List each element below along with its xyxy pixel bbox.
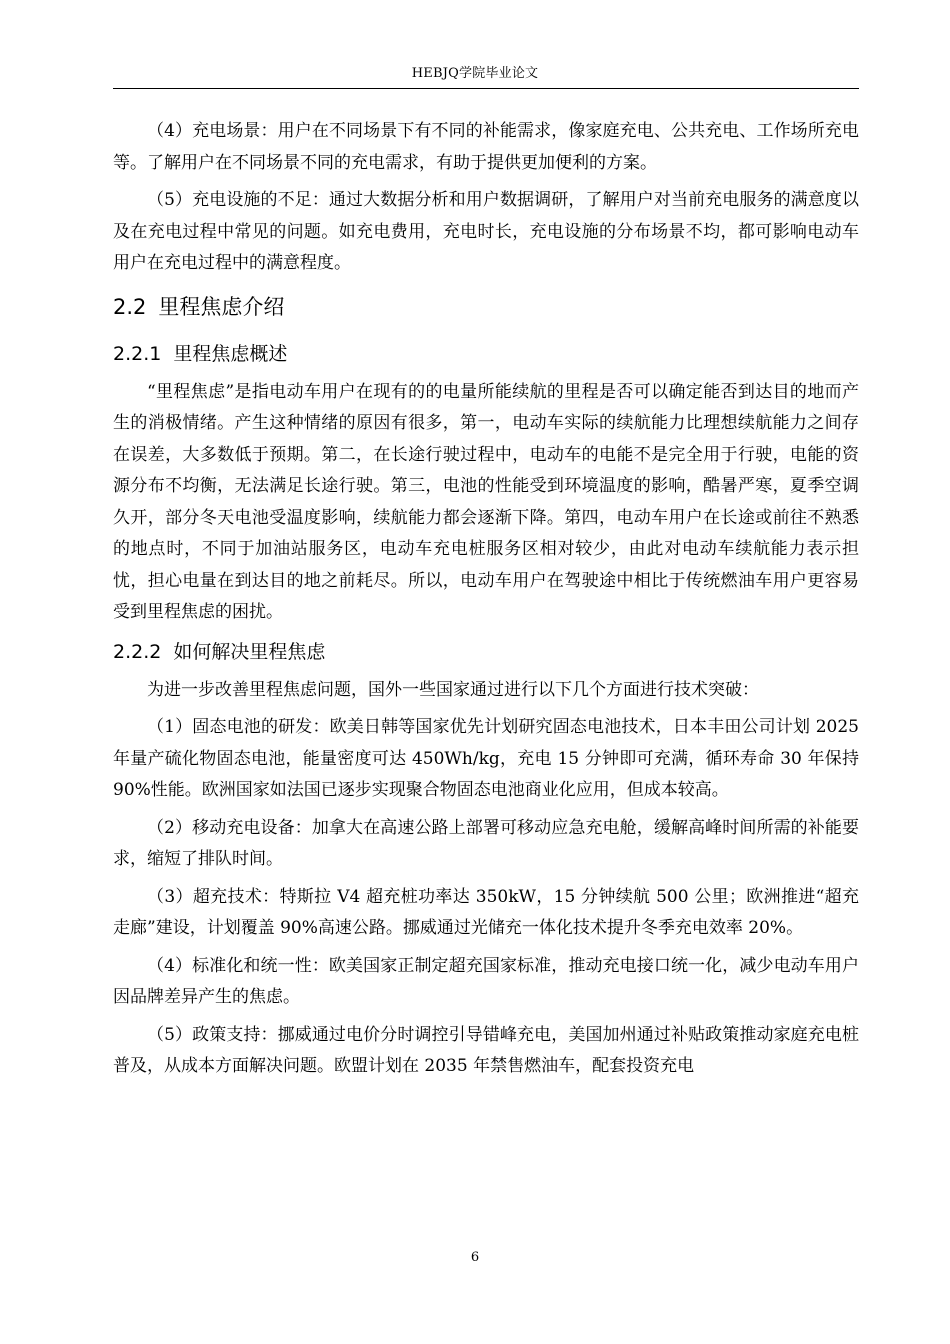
- paragraph-facility-shortcomings: （5）充电设施的不足：通过大数据分析和用户数据调研，了解用户对当前充电服务的满意度以及在充电过程中常见的问题。如充电费用，充电时长，充电设施的分布场景不均，都可影响电动车用户在充电过程中的满意程度。: [113, 190, 859, 273]
- subsection-heading-2-2-1: [113, 337, 859, 371]
- paragraph-solid-state-battery: （1）固态电池的研发：欧美日韩等国家优先计划研究固态电池技术，日本丰田公司计划 2025 年量产硫化物固态电池，能量密度可达 450Wh/kg，充电 15 分钟即可充满，循环寿命 30 年保持 90%性能。欧洲国家如法国已逐步实现聚合物固态电池商业化应用，但成本较高。: [113, 717, 859, 800]
- subsection-heading-2-2-2: [113, 635, 859, 669]
- section-number: 2.2: [113, 294, 147, 319]
- section-title: 里程焦虑介绍: [158, 294, 285, 319]
- paragraph-policy-support: （5）政策支持：挪威通过电价分时调控引导错峰充电，美国加州通过补贴政策推动家庭充电桩普及，从成本方面解决问题。欧盟计划在 2035 年禁售燃油车，配套投资充电: [113, 1024, 859, 1076]
- section-heading-2-2: [113, 291, 859, 323]
- running-header: HEBJQ学院毕业论文: [411, 66, 539, 81]
- subsection-title: 里程焦虑概述: [173, 342, 288, 365]
- subsection-number: 2.2.2: [113, 640, 162, 663]
- subsection-title: 如何解决里程焦虑: [173, 640, 326, 663]
- paragraph-standardization: （4）标准化和统一性：欧美国家正制定超充国家标准，推动充电接口统一化，减少电动车用户因品牌差异产生的焦虑。: [113, 955, 859, 1007]
- paragraph-range-anxiety-overview: “里程焦虑”是指电动车用户在现有的的电量所能续航的里程是否可以确定能否到达目的地而产生的消极情绪。产生这种情绪的原因有很多，第一，电动车实际的续航能力比理想续航能力之间存在误差，大多数低于预期。第二，在长途行驶过程中，电动车的电能不是完全用于行驶，电能的资源分布不均衡，无法满足长途行驶。第三，电池的性能受到环境温度的影响，酷暑严寒，夏季空调久开，部分冬天电池受温度影响，续航能力都会逐渐下降。第四，电动车用户在长途或前往不熟悉的地点时，不同于加油站服务区，电动车充电桩服务区相对较少，由此对电动车续航能力表示担忧，担心电量在到达目的地之前耗尽。所以，电动车用户在驾驶途中相比于传统燃油车用户更容易受到里程焦虑的困扰。: [113, 381, 859, 622]
- paragraph-mobile-charging: （2）移动充电设备：加拿大在高速公路上部署可移动应急充电舱，缓解高峰时间所需的补能要求，缩短了排队时间。: [113, 817, 859, 869]
- paragraph-intro-measures: 为进一步改善里程焦虑问题，国外一些国家通过进行以下几个方面进行技术突破：: [147, 679, 759, 700]
- subsection-number: 2.2.1: [113, 342, 162, 365]
- paragraph-charging-scenario: （4）充电场景：用户在不同场景下有不同的补能需求，像家庭充电、公共充电、工作场所充电等。了解用户在不同场景不同的充电需求，有助于提供更加便利的方案。: [113, 121, 859, 173]
- page-number: 6: [470, 1250, 480, 1265]
- page-body: [113, 116, 859, 1083]
- paragraph-supercharging: （3）超充技术：特斯拉 V4 超充桩功率达 350kW，15 分钟续航 500 公里；欧洲推进“超充走廊”建设，计划覆盖 90%高速公路。挪威通过光储充一体化技术提升冬季充电效率 20%。: [113, 886, 859, 938]
- header-divider: [113, 88, 859, 89]
